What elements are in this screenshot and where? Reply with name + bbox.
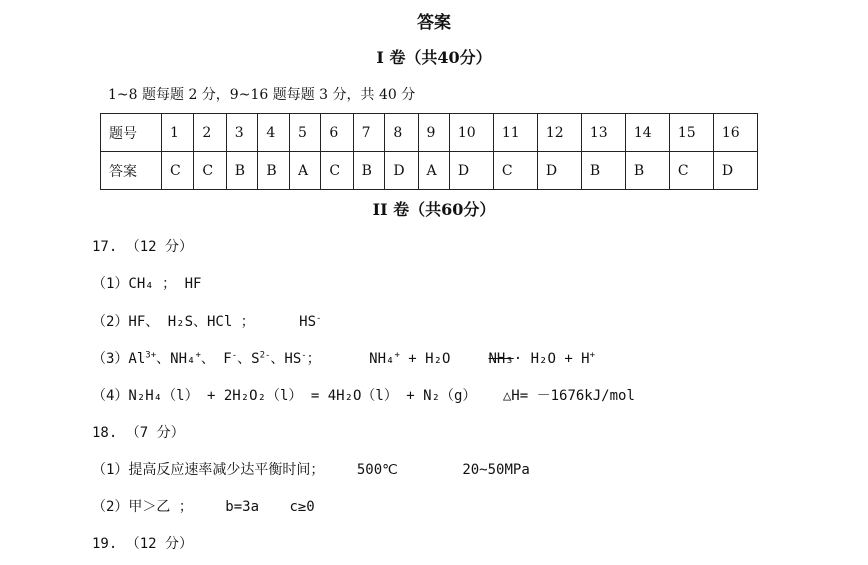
- answer-cell: B: [258, 152, 290, 190]
- question-number: 1: [162, 114, 194, 152]
- charge-mark: +: [589, 350, 596, 361]
- ion-hs: 、HS: [270, 351, 302, 367]
- row-label-number: 题号: [101, 114, 162, 152]
- ion-text: HS: [299, 314, 317, 330]
- pressure-value: 20~50MPa: [462, 462, 530, 478]
- answer-cell: C: [162, 152, 194, 190]
- answer-cell: B: [581, 152, 625, 190]
- question-number: 8: [385, 114, 418, 152]
- enthalpy-value: △H= －1676kJ/mol: [502, 388, 635, 404]
- section-1-heading: I 卷（共40分）: [376, 48, 492, 67]
- charge-mark: -: [301, 350, 307, 361]
- question-number: 4: [258, 114, 290, 152]
- question-number: 7: [353, 114, 385, 152]
- answer-table: [100, 113, 758, 190]
- scoring-note: 1~8 题每题 2 分，9~16 题每题 3 分，共 40 分: [108, 87, 416, 103]
- question-number: 2: [194, 114, 226, 152]
- charge-mark: 3+: [145, 350, 157, 361]
- question-number: 15: [669, 114, 713, 152]
- question-number: 13: [581, 114, 625, 152]
- q17-part1: （1）CH₄ ； HF: [92, 276, 202, 292]
- answer-cell: D: [537, 152, 581, 190]
- answer-cell: B: [625, 152, 669, 190]
- separator: ；: [306, 351, 321, 367]
- table-row-answers: [101, 152, 758, 190]
- ion-f: 、 F: [200, 351, 232, 367]
- charge-mark: +: [394, 350, 400, 361]
- charge-mark: 2-: [259, 350, 271, 361]
- question-number: 9: [418, 114, 449, 152]
- ion-al: （3）Al: [92, 351, 146, 367]
- q18-heading: 18. （7 分）: [92, 425, 185, 441]
- q18-part2-text: （2）甲＞乙 ；: [92, 499, 193, 515]
- product-nh3: NH₃: [488, 351, 514, 367]
- ion-s: 、S: [237, 351, 260, 367]
- answer-cell: D: [385, 152, 418, 190]
- answer-cell: C: [194, 152, 226, 190]
- row-label-answer: 答案: [101, 152, 162, 190]
- relation-b: b=3a: [225, 499, 260, 515]
- answer-cell: A: [289, 152, 320, 190]
- question-number: 6: [321, 114, 353, 152]
- page-title: 答案: [417, 13, 451, 33]
- answer-cell: C: [321, 152, 353, 190]
- hydrolysis-equation: [369, 351, 595, 367]
- q18-part1: [92, 459, 530, 479]
- answer-cell: C: [493, 152, 537, 190]
- reactant-water: + H₂O: [408, 351, 451, 367]
- answer-cell: C: [669, 152, 713, 190]
- charge-mark: -: [316, 313, 322, 324]
- relation-c: c≥0: [289, 499, 315, 515]
- ion-nh4: 、NH₄: [156, 351, 196, 367]
- question-number: 10: [449, 114, 493, 152]
- answer-cell: B: [353, 152, 385, 190]
- thermochemical-equation: （4）N₂H₄（l） + 2H₂O₂（l） = 4H₂O（l） + N₂（g）: [92, 388, 477, 404]
- answer-cell: B: [226, 152, 258, 190]
- answer-cell: D: [713, 152, 757, 190]
- answer-cell: A: [418, 152, 449, 190]
- q17-part4: [92, 385, 635, 405]
- section-2-heading: II 卷（共60分）: [372, 200, 496, 219]
- question-number: 16: [713, 114, 757, 152]
- question-number: 3: [226, 114, 258, 152]
- q17-part3: [92, 348, 595, 368]
- charge-mark: +: [195, 350, 201, 361]
- temperature-value: 500℃: [356, 462, 398, 478]
- reactant-nh4: NH₄: [369, 351, 395, 367]
- q19-heading: 19. （12 分）: [92, 536, 194, 552]
- q18-part2: [92, 496, 315, 516]
- question-number: 14: [625, 114, 669, 152]
- question-number: 12: [537, 114, 581, 152]
- q17-part2-text: （2）HF、 H₂S、HCl ；: [92, 314, 255, 330]
- question-number: 11: [493, 114, 537, 152]
- q17-heading: 17. （12 分）: [92, 239, 194, 255]
- answer-cell: D: [449, 152, 493, 190]
- table-row-numbers: [101, 114, 758, 152]
- q17-part2-ion: [299, 314, 321, 330]
- question-number: 5: [289, 114, 320, 152]
- q17-part2: [92, 311, 321, 331]
- product-rest: · H₂O + H: [513, 351, 590, 367]
- charge-mark: -: [231, 350, 238, 361]
- q18-part1-text: （1）提高反应速率减少达平衡时间；: [92, 462, 325, 478]
